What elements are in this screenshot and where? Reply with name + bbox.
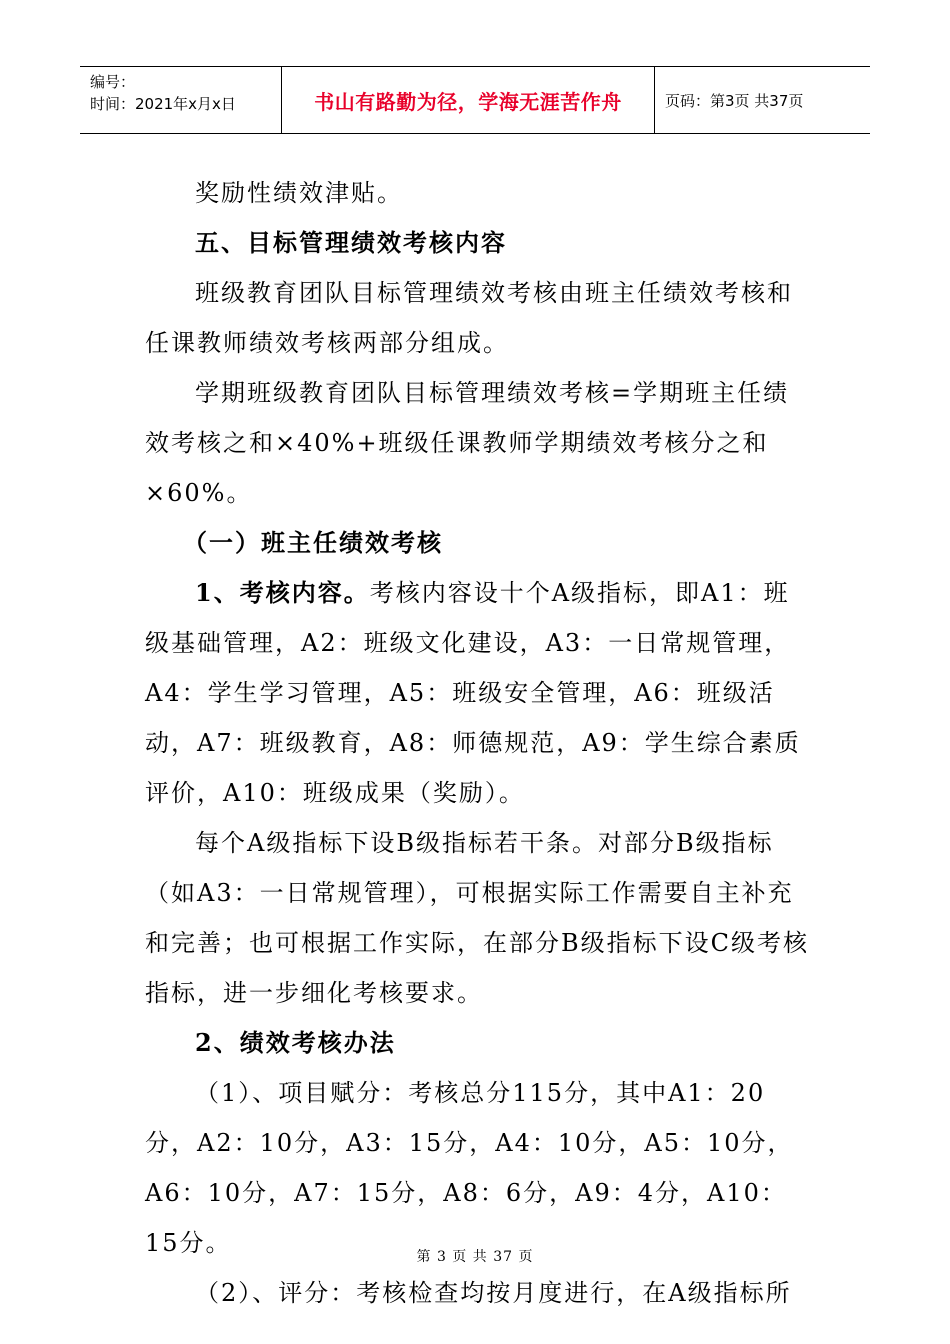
paragraph-composition: 班级教育团队目标管理绩效考核由班主任绩效考核和任课教师绩效考核两部分组成。 xyxy=(145,279,793,357)
header-motto: 书山有路勤为径，学海无涯苦作舟 xyxy=(282,67,655,133)
header-meta xyxy=(80,67,282,133)
item-1-text: 考核内容设十个A级指标，即A1：班级基础管理，A2：班级文化建设，A3：一日常规管理，A4：学生学习管理，A5：班级安全管理，A6：班级活动，A7：班级教育，A8：师德规范，A9：学生综合素质评价，A10：班级成果（奖励）。 xyxy=(145,579,801,807)
document-time-label: 时间：2021年x月x日 xyxy=(90,95,236,113)
document-number-label: 编号： xyxy=(90,73,136,91)
paragraph-scoring: （1）、项目赋分：考核总分115分，其中A1：20分，A2：10分，A3：15分，A4：10分，A5：10分，A6：10分，A7：15分，A8：6分，A9：4分，A10：15分。 xyxy=(145,1079,794,1257)
item-1-paragraph xyxy=(145,568,810,818)
paragraph-evaluation: （2）、评分：考核检查均按月度进行，在A级指标所 xyxy=(195,1279,792,1307)
item-2-title: 2、绩效考核办法 xyxy=(195,1028,396,1057)
item-1-lead: 1、考核内容。 xyxy=(195,578,370,607)
subsection-title-1: （一）班主任绩效考核 xyxy=(183,528,443,557)
section-title-5: 五、目标管理绩效考核内容 xyxy=(195,228,507,257)
paragraph-formula: 学期班级教育团队目标管理绩效考核=学期班主任绩效考核之和×40%+班级任课教师学期绩效考核分之和×60%。 xyxy=(145,379,790,507)
page-footer: 第 3 页 共 37 页 xyxy=(416,1249,534,1265)
paragraph-reward: 奖励性绩效津贴。 xyxy=(195,179,403,207)
paragraph-b-level: 每个A级指标下设B级指标若干条。对部分B级指标（如A3：一日常规管理），可根据实际工作需要自主补充和完善；也可根据工作实际，在部分B级指标下设C级考核指标，进一步细化考核要求。 xyxy=(145,829,809,1007)
header-page-code: 页码：第3页 共37页 xyxy=(665,91,804,110)
document-body xyxy=(145,168,810,1318)
page-header xyxy=(80,66,870,134)
